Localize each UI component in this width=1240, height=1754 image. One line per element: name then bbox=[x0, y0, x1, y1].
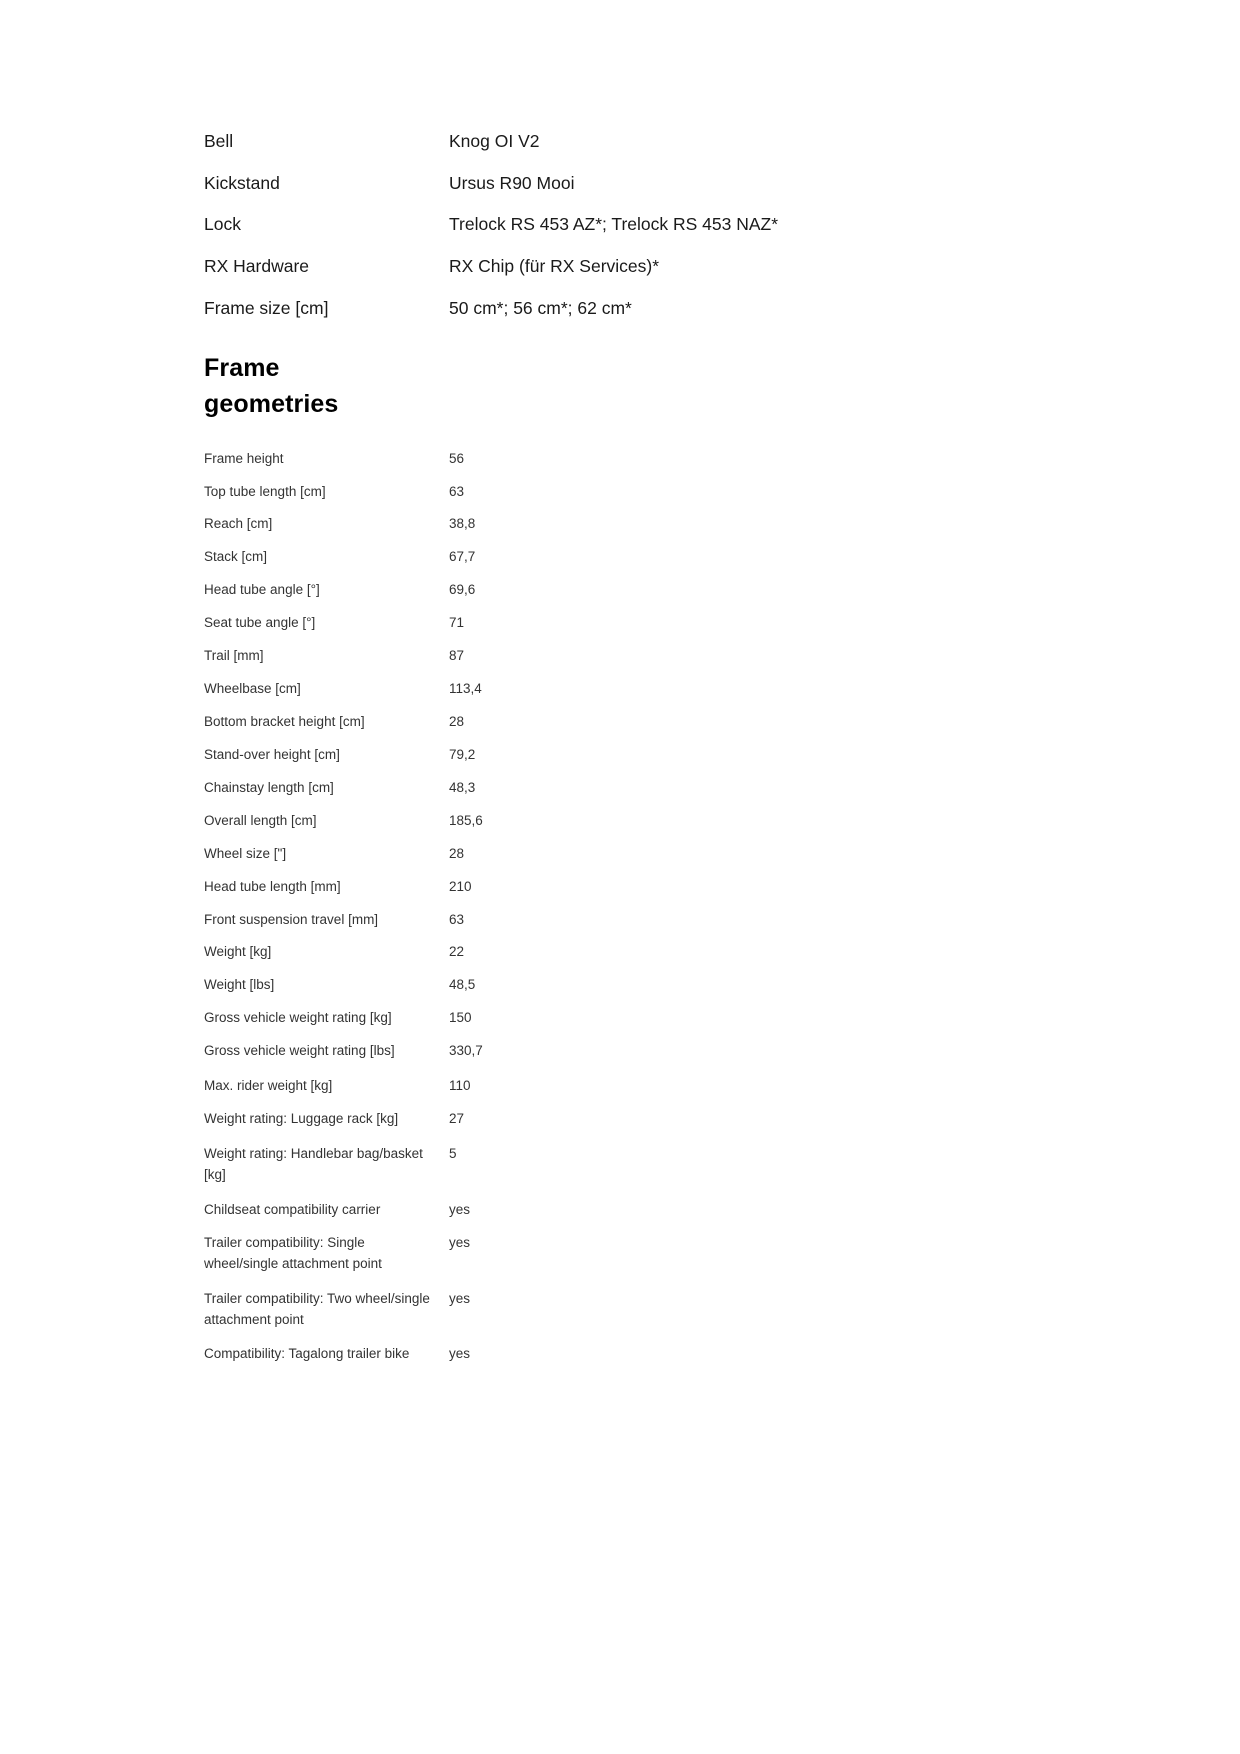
geo-label: Compatibility: Tagalong trailer bike bbox=[204, 1346, 410, 1362]
spec-label: RX Hardware bbox=[204, 255, 310, 276]
table-row bbox=[204, 679, 1040, 700]
table-row bbox=[204, 1233, 1040, 1275]
geo-value: 67,7 bbox=[449, 549, 476, 565]
spec-value: Ursus R90 Mooi bbox=[449, 172, 575, 193]
table-row bbox=[204, 580, 1040, 601]
geo-label: Gross vehicle weight rating [lbs] bbox=[204, 1043, 395, 1059]
spec-value: 50 cm*; 56 cm*; 62 cm* bbox=[449, 297, 632, 318]
geo-label: Wheel size ["] bbox=[204, 845, 287, 861]
geo-value: yes bbox=[449, 1346, 471, 1362]
table-row bbox=[204, 942, 1040, 963]
section-heading-frame-geometries: Frame geometries bbox=[204, 354, 339, 419]
geo-value: 185,6 bbox=[449, 812, 483, 828]
table-row bbox=[204, 844, 1040, 865]
table-row bbox=[204, 975, 1040, 996]
geo-label: Childseat compatibility carrier bbox=[204, 1201, 381, 1217]
geo-value: 5 bbox=[449, 1145, 457, 1161]
geo-label: Trailer compatibility: Single wheel/single attachment point bbox=[204, 1234, 382, 1271]
table-row bbox=[204, 449, 1040, 470]
geo-label: Trailer compatibility: Two wheel/single attachment point bbox=[204, 1290, 430, 1327]
geo-label: Bottom bracket height [cm] bbox=[204, 714, 365, 729]
geo-value: 28 bbox=[449, 845, 465, 861]
table-row bbox=[204, 1200, 1040, 1221]
geo-value: 63 bbox=[449, 911, 465, 927]
geo-label: Trail [mm] bbox=[204, 648, 264, 664]
geo-label: Overall length [cm] bbox=[204, 812, 317, 828]
spec-row bbox=[204, 297, 1040, 321]
spec-row bbox=[204, 255, 1040, 279]
table-row bbox=[204, 646, 1040, 667]
geo-label: Gross vehicle weight rating [kg] bbox=[204, 1010, 392, 1026]
table-row bbox=[204, 1344, 1040, 1365]
table-row bbox=[204, 613, 1040, 634]
geo-value: 48,3 bbox=[449, 779, 476, 795]
geo-value: 28 bbox=[449, 714, 465, 729]
geo-value: 150 bbox=[449, 1010, 472, 1026]
geo-value: 330,7 bbox=[449, 1043, 483, 1059]
geo-label: Weight rating: Handlebar bag/basket [kg] bbox=[204, 1145, 423, 1182]
table-row bbox=[204, 1289, 1040, 1331]
geo-label: Top tube length [cm] bbox=[204, 483, 326, 499]
geo-value: yes bbox=[449, 1234, 471, 1250]
spec-value: RX Chip (für RX Services)* bbox=[449, 255, 660, 276]
table-row bbox=[204, 811, 1040, 832]
spec-row bbox=[204, 130, 1040, 154]
spec-label: Bell bbox=[204, 131, 234, 151]
geo-value: 69,6 bbox=[449, 582, 476, 598]
geo-value: 63 bbox=[449, 483, 465, 499]
table-row bbox=[204, 877, 1040, 898]
geo-label: Seat tube angle [°] bbox=[204, 615, 316, 631]
geo-label: Weight [kg] bbox=[204, 944, 272, 960]
geo-value: yes bbox=[449, 1290, 471, 1306]
table-row bbox=[204, 1008, 1040, 1029]
geo-value: 22 bbox=[449, 944, 465, 960]
geo-label: Frame height bbox=[204, 450, 284, 466]
geo-value: 27 bbox=[449, 1111, 465, 1127]
table-row bbox=[204, 712, 1040, 733]
geo-label: Weight [lbs] bbox=[204, 977, 275, 993]
spec-label: Lock bbox=[204, 214, 241, 235]
table-row bbox=[204, 745, 1040, 766]
geo-value: 210 bbox=[449, 878, 472, 894]
geo-label: Max. rider weight [kg] bbox=[204, 1078, 333, 1094]
table-row bbox=[204, 1144, 1040, 1186]
spec-label: Frame size [cm] bbox=[204, 297, 329, 318]
geo-label: Stand-over height [cm] bbox=[204, 746, 340, 762]
geo-value: 110 bbox=[449, 1078, 471, 1094]
geo-label: Weight rating: Luggage rack [kg] bbox=[204, 1111, 399, 1127]
geo-value: yes bbox=[449, 1201, 471, 1217]
spec-label: Kickstand bbox=[204, 172, 280, 193]
table-row bbox=[204, 514, 1040, 535]
spec-row bbox=[204, 172, 1040, 196]
spec-value: Knog OI V2 bbox=[449, 131, 540, 151]
geo-label: Head tube angle [°] bbox=[204, 582, 320, 598]
table-row bbox=[204, 1076, 1040, 1097]
table-row bbox=[204, 778, 1040, 799]
geo-value: 87 bbox=[449, 648, 465, 664]
component-spec-list bbox=[204, 130, 1040, 320]
frame-geometry-table bbox=[204, 449, 1040, 1366]
geo-label: Stack [cm] bbox=[204, 549, 268, 565]
geo-label: Reach [cm] bbox=[204, 516, 273, 532]
table-row bbox=[204, 547, 1040, 568]
table-row bbox=[204, 482, 1040, 503]
table-row bbox=[204, 1109, 1040, 1130]
table-row bbox=[204, 1041, 1040, 1062]
geo-label: Head tube length [mm] bbox=[204, 878, 341, 894]
spec-row bbox=[204, 213, 1040, 237]
geo-value: 38,8 bbox=[449, 516, 476, 532]
geo-value: 56 bbox=[449, 450, 465, 466]
geo-label: Front suspension travel [mm] bbox=[204, 911, 379, 927]
geo-value: 71 bbox=[449, 615, 465, 631]
geo-label: Wheelbase [cm] bbox=[204, 681, 301, 697]
table-row bbox=[204, 910, 1040, 931]
geo-label: Chainstay length [cm] bbox=[204, 779, 334, 795]
spec-value: Trelock RS 453 AZ*; Trelock RS 453 NAZ* bbox=[449, 214, 779, 235]
geo-value: 79,2 bbox=[449, 746, 476, 762]
geo-value: 48,5 bbox=[449, 977, 476, 993]
geo-value: 113,4 bbox=[449, 681, 482, 697]
